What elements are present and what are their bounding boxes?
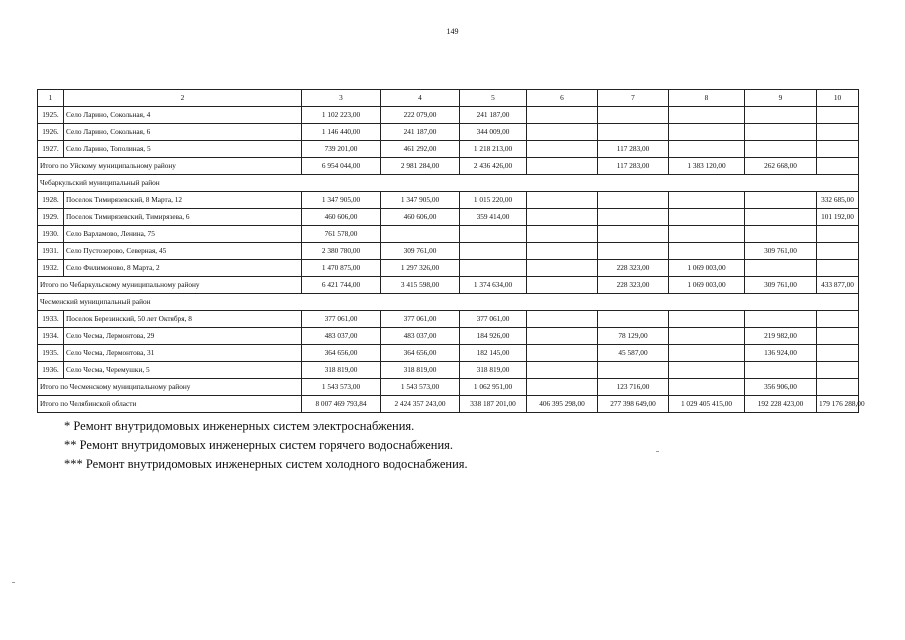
- value-cell: [669, 243, 745, 260]
- value-cell: 1 297 326,00: [381, 260, 460, 277]
- column-header: 7: [598, 90, 669, 107]
- value-cell: 309 761,00: [381, 243, 460, 260]
- value-cell: 219 982,00: [745, 328, 817, 345]
- value-cell: [669, 226, 745, 243]
- value-cell: 182 145,00: [460, 345, 527, 362]
- value-cell: 344 009,00: [460, 124, 527, 141]
- value-cell: [527, 362, 598, 379]
- value-cell: 78 129,00: [598, 328, 669, 345]
- table-row: [38, 328, 859, 345]
- value-cell: [669, 311, 745, 328]
- value-cell: [598, 124, 669, 141]
- value-cell: [598, 192, 669, 209]
- value-cell: [817, 260, 859, 277]
- value-cell: 309 761,00: [745, 243, 817, 260]
- value-cell: 364 656,00: [381, 345, 460, 362]
- row-number: 1927.: [38, 141, 64, 158]
- address-cell: Поселок Березинский, 50 лет Октября, 8: [64, 311, 302, 328]
- value-cell: [527, 209, 598, 226]
- column-header: 1: [38, 90, 64, 107]
- value-cell: 117 283,00: [598, 158, 669, 175]
- value-cell: 228 323,00: [598, 260, 669, 277]
- value-cell: 1 146 440,00: [302, 124, 381, 141]
- table-row: [38, 192, 859, 209]
- value-cell: [669, 107, 745, 124]
- grand-total-row: [38, 396, 859, 413]
- section-title-row: [38, 294, 859, 311]
- value-cell: 1 374 634,00: [460, 277, 527, 294]
- address-cell: Село Чесма, Лермонтова, 29: [64, 328, 302, 345]
- value-cell: 2 424 357 243,00: [381, 396, 460, 413]
- value-cell: [669, 379, 745, 396]
- section-title: Чебаркульский муниципальный район: [38, 175, 859, 192]
- subtotal-label: Итого по Чесменскому муниципальному району: [38, 379, 302, 396]
- value-cell: 1 470 875,00: [302, 260, 381, 277]
- row-number: 1929.: [38, 209, 64, 226]
- address-cell: Село Ларино, Сокольная, 6: [64, 124, 302, 141]
- value-cell: [669, 328, 745, 345]
- value-cell: 179 176 288,00: [817, 396, 859, 413]
- value-cell: [817, 362, 859, 379]
- value-cell: 123 716,00: [598, 379, 669, 396]
- value-cell: 483 037,00: [302, 328, 381, 345]
- value-cell: 136 924,00: [745, 345, 817, 362]
- value-cell: 761 578,00: [302, 226, 381, 243]
- value-cell: 6 954 044,00: [302, 158, 381, 175]
- footnote-cold-water: *** Ремонт внутридомовых инженерных систем холодного водоснабжения.: [64, 457, 468, 471]
- value-cell: 332 685,00: [817, 192, 859, 209]
- section-title-row: [38, 175, 859, 192]
- value-cell: [669, 124, 745, 141]
- value-cell: 2 981 284,00: [381, 158, 460, 175]
- value-cell: [527, 243, 598, 260]
- table-row: [38, 107, 859, 124]
- row-number: 1932.: [38, 260, 64, 277]
- value-cell: [817, 124, 859, 141]
- value-cell: [817, 311, 859, 328]
- value-cell: 377 061,00: [460, 311, 527, 328]
- value-cell: [669, 141, 745, 158]
- subtotal-row: [38, 158, 859, 175]
- value-cell: 1 015 220,00: [460, 192, 527, 209]
- value-cell: [527, 345, 598, 362]
- column-header: 8: [669, 90, 745, 107]
- value-cell: [527, 226, 598, 243]
- table-row: [38, 141, 859, 158]
- address-cell: Поселок Тимирязевский, 8 Марта, 12: [64, 192, 302, 209]
- value-cell: 241 187,00: [460, 107, 527, 124]
- address-cell: Село Ларино, Тополиная, 5: [64, 141, 302, 158]
- value-cell: [817, 243, 859, 260]
- value-cell: 309 761,00: [745, 277, 817, 294]
- value-cell: [669, 192, 745, 209]
- value-cell: 222 079,00: [381, 107, 460, 124]
- value-cell: [527, 158, 598, 175]
- value-cell: 45 587,00: [598, 345, 669, 362]
- address-cell: Село Филимоново, 8 Марта, 2: [64, 260, 302, 277]
- subtotal-label: Итого по Уйскому муниципальному району: [38, 158, 302, 175]
- value-cell: [460, 260, 527, 277]
- value-cell: [460, 243, 527, 260]
- value-cell: 277 398 649,00: [598, 396, 669, 413]
- address-cell: Село Чесма, Лермонтова, 31: [64, 345, 302, 362]
- page-number: 149: [446, 27, 459, 36]
- value-cell: [745, 311, 817, 328]
- value-cell: [669, 362, 745, 379]
- value-cell: 1 347 905,00: [381, 192, 460, 209]
- value-cell: [527, 260, 598, 277]
- column-header: 4: [381, 90, 460, 107]
- value-cell: 1 218 213,00: [460, 141, 527, 158]
- value-cell: 377 061,00: [381, 311, 460, 328]
- value-cell: 1 383 120,00: [669, 158, 745, 175]
- column-header: 3: [302, 90, 381, 107]
- value-cell: [598, 107, 669, 124]
- value-cell: 262 668,00: [745, 158, 817, 175]
- footnote-electric: * Ремонт внутридомовых инженерных систем электроснабжения.: [64, 419, 415, 433]
- value-cell: [598, 209, 669, 226]
- value-cell: 1 347 905,00: [302, 192, 381, 209]
- value-cell: [745, 124, 817, 141]
- scan-mark: [656, 451, 659, 452]
- value-cell: [527, 311, 598, 328]
- row-number: 1936.: [38, 362, 64, 379]
- column-header: 10: [817, 90, 859, 107]
- value-cell: 318 819,00: [381, 362, 460, 379]
- table-row: [38, 209, 859, 226]
- value-cell: 184 926,00: [460, 328, 527, 345]
- value-cell: [598, 243, 669, 260]
- value-cell: 377 061,00: [302, 311, 381, 328]
- value-cell: 2 380 780,00: [302, 243, 381, 260]
- value-cell: [527, 192, 598, 209]
- value-cell: 1 029 405 415,00: [669, 396, 745, 413]
- value-cell: 356 906,00: [745, 379, 817, 396]
- value-cell: 318 819,00: [460, 362, 527, 379]
- value-cell: [817, 107, 859, 124]
- value-cell: [527, 277, 598, 294]
- value-cell: [817, 226, 859, 243]
- value-cell: 338 187 201,00: [460, 396, 527, 413]
- value-cell: 1 062 951,00: [460, 379, 527, 396]
- value-cell: [817, 379, 859, 396]
- scan-mark: [12, 582, 15, 583]
- value-cell: [527, 124, 598, 141]
- row-number: 1926.: [38, 124, 64, 141]
- row-number: 1928.: [38, 192, 64, 209]
- subtotal-row: [38, 277, 859, 294]
- value-cell: [745, 107, 817, 124]
- value-cell: 8 007 469 793,84: [302, 396, 381, 413]
- subtotal-row: [38, 379, 859, 396]
- value-cell: [669, 209, 745, 226]
- value-cell: 483 037,00: [381, 328, 460, 345]
- address-cell: Село Варламово, Ленина, 75: [64, 226, 302, 243]
- header-row: [38, 90, 859, 107]
- column-header: 5: [460, 90, 527, 107]
- value-cell: [817, 158, 859, 175]
- value-cell: [527, 328, 598, 345]
- value-cell: [527, 379, 598, 396]
- value-cell: [745, 141, 817, 158]
- value-cell: [745, 192, 817, 209]
- address-cell: Село Ларино, Сокольная, 4: [64, 107, 302, 124]
- value-cell: [745, 260, 817, 277]
- value-cell: [598, 311, 669, 328]
- row-number: 1934.: [38, 328, 64, 345]
- value-cell: 359 414,00: [460, 209, 527, 226]
- table-row: [38, 311, 859, 328]
- table-row: [38, 124, 859, 141]
- value-cell: [669, 345, 745, 362]
- table-row: [38, 345, 859, 362]
- value-cell: [745, 226, 817, 243]
- column-header: 6: [527, 90, 598, 107]
- footnote-hot-water: ** Ремонт внутридомовых инженерных систем горячего водоснабжения.: [64, 438, 454, 452]
- value-cell: [817, 345, 859, 362]
- column-header: 9: [745, 90, 817, 107]
- value-cell: 1 543 573,00: [302, 379, 381, 396]
- value-cell: [381, 226, 460, 243]
- row-number: 1930.: [38, 226, 64, 243]
- table-row: [38, 260, 859, 277]
- value-cell: 228 323,00: [598, 277, 669, 294]
- table-row: [38, 226, 859, 243]
- address-cell: Село Пустозерово, Северная, 45: [64, 243, 302, 260]
- value-cell: [527, 107, 598, 124]
- value-cell: [598, 362, 669, 379]
- column-header: 2: [64, 90, 302, 107]
- value-cell: 461 292,00: [381, 141, 460, 158]
- table-row: [38, 243, 859, 260]
- value-cell: [598, 226, 669, 243]
- value-cell: [745, 209, 817, 226]
- value-cell: 2 436 426,00: [460, 158, 527, 175]
- value-cell: [817, 141, 859, 158]
- value-cell: 460 606,00: [381, 209, 460, 226]
- value-cell: 101 192,00: [817, 209, 859, 226]
- value-cell: 1 102 223,00: [302, 107, 381, 124]
- value-cell: 241 187,00: [381, 124, 460, 141]
- row-number: 1925.: [38, 107, 64, 124]
- value-cell: 460 606,00: [302, 209, 381, 226]
- value-cell: [817, 328, 859, 345]
- value-cell: [745, 362, 817, 379]
- value-cell: [460, 226, 527, 243]
- section-title: Чесменский муниципальный район: [38, 294, 859, 311]
- data-table: [37, 89, 865, 413]
- value-cell: 117 283,00: [598, 141, 669, 158]
- grand-total-label: Итого по Челябинской области: [38, 396, 302, 413]
- footnotes: [64, 417, 468, 474]
- row-number: 1935.: [38, 345, 64, 362]
- value-cell: 1 069 003,00: [669, 277, 745, 294]
- value-cell: 6 421 744,00: [302, 277, 381, 294]
- value-cell: 433 877,00: [817, 277, 859, 294]
- value-cell: 1 543 573,00: [381, 379, 460, 396]
- value-cell: 318 819,00: [302, 362, 381, 379]
- row-number: 1933.: [38, 311, 64, 328]
- subtotal-label: Итого по Чебаркульскому муниципальному району: [38, 277, 302, 294]
- table-row: [38, 362, 859, 379]
- value-cell: 192 228 423,00: [745, 396, 817, 413]
- row-number: 1931.: [38, 243, 64, 260]
- value-cell: [527, 141, 598, 158]
- value-cell: 406 395 298,00: [527, 396, 598, 413]
- value-cell: 364 656,00: [302, 345, 381, 362]
- value-cell: 739 201,00: [302, 141, 381, 158]
- value-cell: 1 069 003,00: [669, 260, 745, 277]
- value-cell: 3 415 598,00: [381, 277, 460, 294]
- address-cell: Село Чесма, Черемушки, 5: [64, 362, 302, 379]
- address-cell: Поселок Тимирязевский, Тимирязева, 6: [64, 209, 302, 226]
